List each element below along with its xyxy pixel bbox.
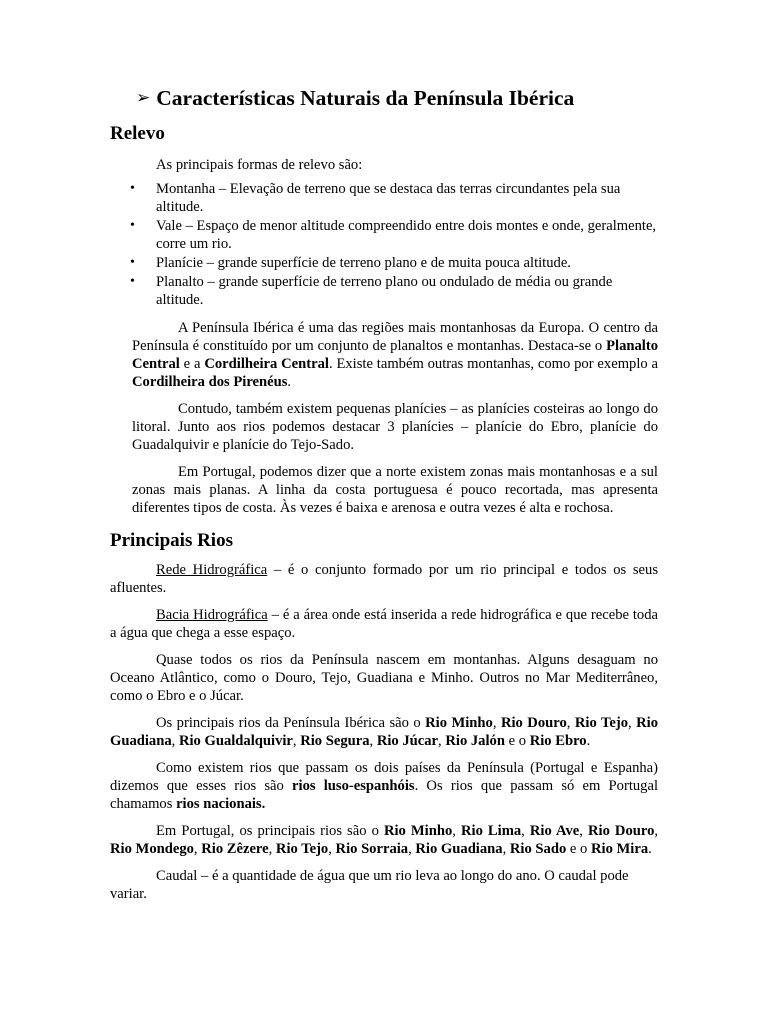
rede-hidrografica-definition — [110, 561, 658, 597]
bold-term: rios nacionais. — [176, 796, 266, 812]
list-item — [110, 180, 658, 216]
river-name: Rio Ebro — [529, 733, 587, 749]
river-name: Rio Sado — [509, 841, 567, 857]
section-heading-rios: Principais Rios — [110, 530, 233, 551]
relevo-paragraph-1 — [132, 319, 658, 391]
underlined-term: Bacia Hidrográfica — [156, 607, 268, 623]
relief-forms-list — [110, 180, 658, 309]
list-item — [110, 273, 658, 309]
river-name: Rio Mondego — [110, 841, 194, 857]
list-item — [110, 254, 658, 272]
text-run: Em Portugal, os principais rios são o — [156, 823, 384, 839]
river-name: Rio Sorraia — [335, 841, 409, 857]
text-run: e a — [179, 356, 205, 372]
caudal-definition — [110, 867, 658, 903]
relevo-intro: As principais formas de relevo são: — [156, 157, 363, 173]
bullet-dot-icon: • — [130, 181, 135, 196]
rios-paragraph-1: Quase todos os rios da Península nascem em montanhas. Alguns desaguam no Oceano Atlântico, como o Douro, Tejo, Guadiana e Minho. Outros no Mar Mediterrâneo, como o Ebro e o Júcar. — [110, 652, 658, 704]
bold-term: rios luso-espanhóis — [292, 778, 415, 794]
bullet-dot-icon: • — [130, 274, 135, 289]
text-run: Os principais rios da Península Ibérica são o — [156, 715, 426, 731]
river-name: Rio Tejo — [574, 715, 629, 731]
relevo-paragraph-3: Em Portugal, podemos dizer que a norte existem zonas mais montanhosas e a sul zonas mais planas. A linha da costa portuguesa é pouco recortada, mas apresenta diferentes tipos de costa. Às vezes é baixa e arenosa e outra vezes é alta e rochosa. — [132, 464, 658, 516]
river-name: Rio Ave — [529, 823, 580, 839]
river-name: Rio Douro — [587, 823, 655, 839]
text-run: . Os rios que passam só em Portugal chamamos — [110, 778, 658, 812]
rios-paragraph-4: Em Portugal, os principais rios são o Rio Minho, Rio Lima, Rio Ave, Rio Douro, Rio Mondego, Rio Zêzere, Rio Tejo, Rio Sorraia, Rio Guadiana, Rio Sado e o Rio Mira. — [110, 823, 659, 857]
river-name: Rio Gualdalquivir — [178, 733, 293, 749]
river-name: Rio Guadiana — [110, 715, 659, 749]
text-run: . — [287, 374, 292, 390]
text-run: A Península Ibérica é uma das regiões mais montanhosas da Europa. O centro da Península é constituído por um conjunto de planaltos e montanhas. Destaca-se o — [132, 320, 658, 354]
section-heading-relevo: Relevo — [110, 123, 165, 144]
text-run: – é a quantidade de água que um rio leva ao longo do ano. O caudal pode variar. — [110, 868, 629, 902]
caudal-term: Caudal — [156, 868, 198, 884]
text-run: Como existem rios que passam os dois países da Península (Portugal e Espanha) dizemos que esses rios são — [110, 760, 658, 794]
list-item-term: Planalto — [156, 274, 204, 290]
river-name: Rio Lima — [460, 823, 522, 839]
bullet-dot-icon: • — [130, 255, 135, 270]
river-name: Rio Tejo — [275, 841, 329, 857]
list-item — [110, 217, 658, 253]
river-name: Rio Segura — [300, 733, 370, 749]
list-item-term: Montanha — [156, 181, 216, 197]
river-name: Rio Douro — [500, 715, 567, 731]
list-item-text: – Espaço de menor altitude compreendido entre dois montes e onde, geralmente, corre um rio. — [156, 218, 657, 252]
text-run: – é o conjunto formado por um rio principal e todos os seus afluentes. — [110, 562, 659, 596]
river-name: Rio Zêzere — [201, 841, 269, 857]
underlined-term: Rede Hidrográfica — [156, 562, 268, 578]
arrow-bullet-icon: ➢ — [136, 88, 151, 108]
river-name: Rio Minho — [383, 823, 453, 839]
bacia-hidrografica-definition — [110, 606, 658, 642]
river-name: Rio Júcar — [376, 733, 439, 749]
bold-term: Cordilheira dos Pirenéus — [132, 374, 288, 390]
text-run: . Existe também outras montanhas, como por exemplo a — [328, 356, 659, 372]
bold-term: Planalto Central — [132, 338, 658, 372]
river-name: Rio Jalón — [445, 733, 505, 749]
document-page — [110, 84, 658, 912]
page-title-text: Características Naturais da Península Ibérica — [156, 86, 575, 110]
rios-paragraph-3 — [110, 759, 658, 813]
list-item-text: – Elevação de terreno que se destaca das terras circundantes pela sua altitude. — [156, 181, 621, 215]
river-name: Rio Mira — [590, 841, 649, 857]
river-name: Rio Minho — [425, 715, 493, 731]
page-title — [136, 84, 658, 114]
text-run: – é a área onde está inserida a rede hidrográfica e que recebe toda a água que chega a esse espaço. — [110, 607, 659, 641]
list-item-text: – grande superfície de terreno plano e de muita pouca altitude. — [203, 255, 571, 271]
rios-paragraph-2: Os principais rios da Península Ibérica são o Rio Minho, Rio Douro, Rio Tejo, Rio Guadiana, Rio Gualdalquivir, Rio Segura, Rio Júcar, Rio Jalón e o Rio Ebro. — [110, 715, 659, 749]
river-name: Rio Guadiana — [415, 841, 503, 857]
bold-term: Cordilheira Central — [204, 356, 329, 372]
list-item-term: Planície — [156, 255, 204, 271]
bullet-dot-icon: • — [130, 218, 135, 233]
relevo-paragraph-2: Contudo, também existem pequenas planícies – as planícies costeiras ao longo do litoral. Junto aos rios podemos destacar 3 planícies – planície do Ebro, planície do Guadalquivir e planície do Tejo-Sado. — [132, 401, 658, 453]
list-item-text: – grande superfície de terreno plano ou ondulado de média ou grande altitude. — [156, 274, 613, 308]
list-item-term: Vale — [156, 218, 182, 234]
